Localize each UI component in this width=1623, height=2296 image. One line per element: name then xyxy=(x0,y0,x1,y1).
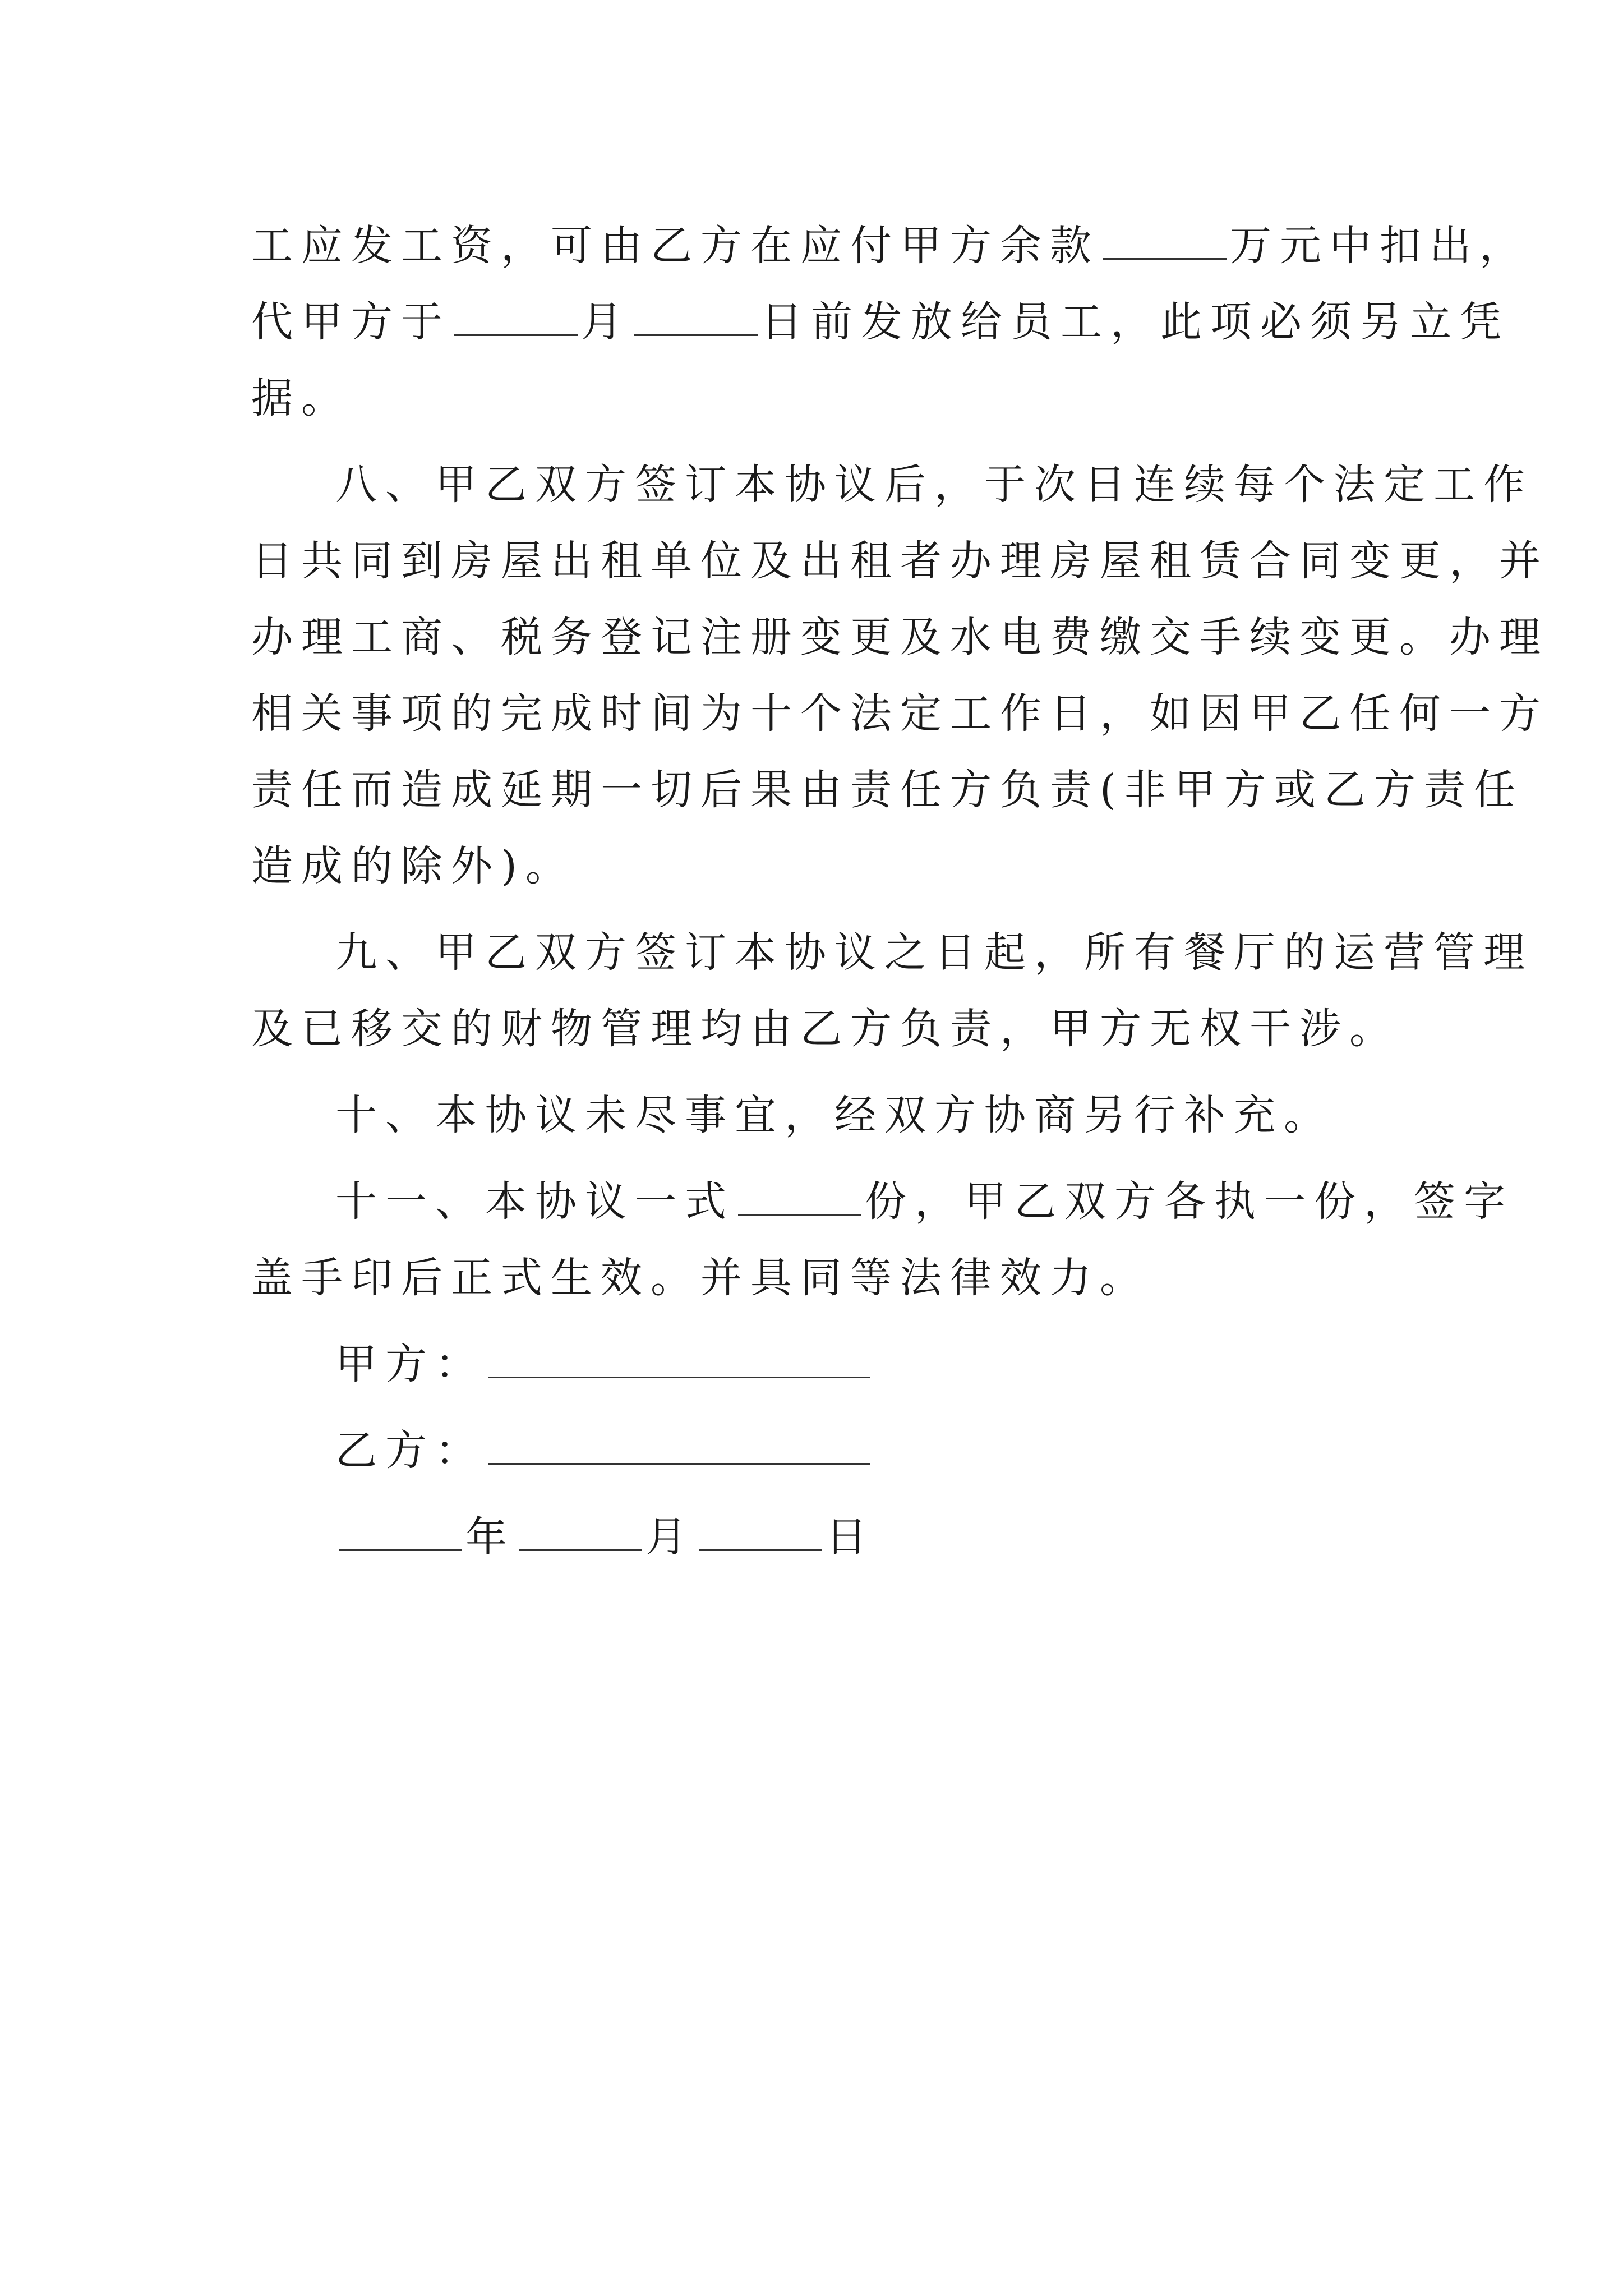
clause-8-line: 办理工商、税务登记注册变更及水电费缴交手续变更。办理 xyxy=(251,613,1549,661)
month-blank[interactable] xyxy=(454,301,578,336)
day-blank[interactable] xyxy=(634,301,758,336)
party-a-signature-line xyxy=(251,1326,1384,1402)
clause-7-text: 万元中扣出， xyxy=(1230,222,1529,270)
clause-8-line: 日共同到房屋出租单位及出租者办理房屋租赁合同变更，并 xyxy=(251,537,1549,585)
copies-blank[interactable] xyxy=(738,1180,861,1216)
clause-7-text: 据。 xyxy=(251,374,351,422)
clause-7-line-2 xyxy=(251,284,1510,360)
clause-7-text: 工应发工资，可由乙方在应付甲方余款 xyxy=(251,222,1100,270)
date-line xyxy=(251,1499,1384,1575)
day-blank[interactable] xyxy=(699,1516,822,1551)
clause-11-line-1 xyxy=(251,1163,1514,1240)
clause-8-line: 造成的除外)。 xyxy=(251,842,575,890)
year-label: 年 xyxy=(465,1513,515,1561)
document-page xyxy=(251,208,1549,1575)
party-a-signature-blank[interactable] xyxy=(488,1343,870,1378)
clause-8-line: 相关事项的完成时间为十个法定工作日，如因甲乙任何一方 xyxy=(251,689,1549,738)
clause-9-line: 及已移交的财物管理均由乙方负责，甲方无权干涉。 xyxy=(251,1005,1399,1053)
day-label: 日 xyxy=(826,1513,875,1561)
clause-7-text: 月 xyxy=(581,298,631,346)
clause-7-line-3 xyxy=(251,360,1384,436)
clause-11-text: 份，甲乙双方各执一份，签字 xyxy=(865,1177,1514,1226)
clause-10-line: 十、本协议未尽事宜，经双方协商另行补充。 xyxy=(335,1091,1334,1139)
clause-7-text: 日前发放给员工，此项必须另立凭 xyxy=(761,298,1510,346)
clause-9-line: 九、甲乙双方签订本协议之日起，所有餐厅的运营管理 xyxy=(335,928,1533,977)
clause-8-line: 八、甲乙双方签订本协议后，于次日连续每个法定工作 xyxy=(335,461,1533,509)
party-b-signature-line xyxy=(251,1412,1384,1489)
clause-8-line: 责任而造成延期一切后果由责任方负责(非甲方或乙方责任 xyxy=(251,766,1524,814)
month-blank[interactable] xyxy=(519,1516,642,1551)
party-a-label: 甲方： xyxy=(335,1340,485,1388)
year-blank[interactable] xyxy=(339,1516,462,1551)
month-label: 月 xyxy=(645,1513,695,1561)
clause-7-line-1 xyxy=(251,208,1529,284)
amount-blank[interactable] xyxy=(1103,224,1227,260)
clause-11-text: 十一、本协议一式 xyxy=(335,1177,735,1226)
party-b-signature-blank[interactable] xyxy=(488,1429,870,1465)
clause-11-line-2: 盖手印后正式生效。并具同等法律效力。 xyxy=(251,1254,1150,1302)
party-b-label: 乙方： xyxy=(335,1427,485,1475)
clause-7-text: 代甲方于 xyxy=(251,298,451,346)
